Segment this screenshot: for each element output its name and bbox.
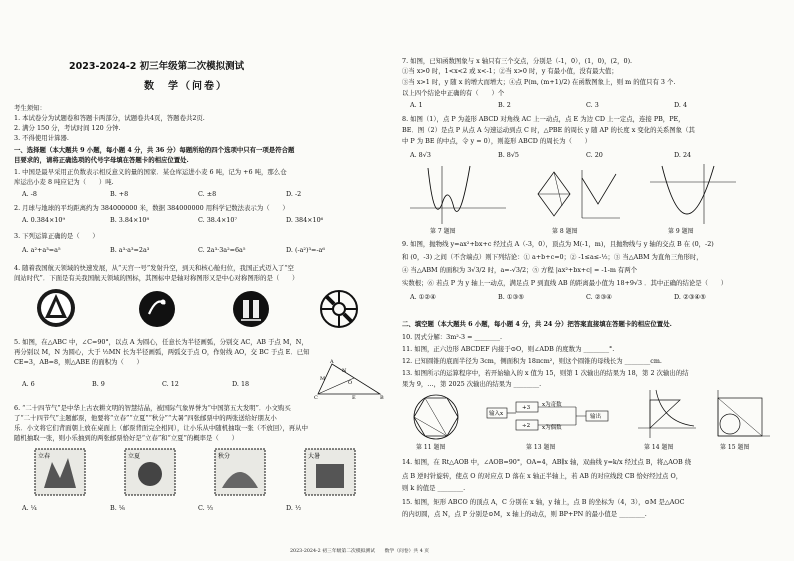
q11-text: 11. 如图，正六边形 ABCDEF 内接于⊙O，则∠ADB 的度数为 ________°.	[402, 345, 615, 353]
label-e: E	[352, 395, 356, 400]
section1-heading-2: 目要求的，请将正确选项的代号字母填在答题卡的相应位置处.	[14, 156, 189, 164]
q7-text-3: ③当 x>1 时，y 随 x 的增大而增大；④点 P(m, (m+1)/2) 在函数图象上，则 m 的值只有 3 个.	[402, 78, 676, 86]
q13-text-2: 果为 9，…，第 2025 次输出的结果为 ________.	[402, 380, 542, 388]
q14-text-3: 则 k 的值是 ________.	[402, 484, 466, 492]
option: D. (-a²)³=-a⁶	[286, 246, 325, 254]
exam-subject: 数 学（问卷）	[144, 81, 228, 92]
q6-text-2: 了“二十四节气”主题邮票，他要将“立春”“立夏”“秋分”“大暑”四张邮票中的两张送给好朋友小	[14, 414, 277, 422]
option: C. 20	[586, 151, 603, 159]
option: D. 4	[674, 101, 688, 109]
section2-heading: 二、填空题（本大题共 6 小题，每小题 4 分，共 24 分）把答案直接填在答题卡的相应位置处.	[402, 320, 672, 328]
option: B. ①③⑤	[498, 293, 524, 301]
label-a: A	[330, 359, 334, 365]
q6-text-3: 乐．小文将它们背面朝上放在桌面上（邮票背面完全相同），让小乐从中随机抽取一张（不放回），再从中	[14, 424, 308, 432]
option: A. a²+a³=a⁵	[22, 246, 61, 254]
q14-text-2: 点 B 逆时针旋转，使点 O 的对应点 D 落在 x 轴正半轴上，若 AB 的对应线段 CB 恰好经过点 O，	[402, 472, 683, 480]
q8-text-3: 中 P 为 BE 的中点，令 y = 0），则菱形 ABCD 的周长为（ ）	[402, 137, 592, 145]
q14-figure	[636, 388, 698, 440]
q1-options	[22, 190, 374, 198]
stamp-image	[214, 448, 266, 496]
q8-figure	[532, 164, 622, 226]
q7-text-2: ①当 x>0 时，1<x<2 或 x<-1；②当 x>0 时，y 有最小值，没有最大值；	[402, 67, 618, 75]
figure-caption: 第 8 题图	[552, 228, 578, 235]
label-m: M	[320, 376, 326, 382]
label-b: B	[380, 395, 384, 400]
q5-text-2: 再分别以 M，N 为圆心，大于 ½MN 长为半径画弧，两弧交于点 O，作射线 AO，交 BC 于点 E．已知	[14, 348, 310, 356]
stamp-image	[304, 448, 356, 496]
q7-text: 7. 如图，已知函数图象与 x 轴只有三个交点，分别是（-1，0），(1，0)，(2，0).	[402, 57, 633, 65]
q12-text: 12. 已知圆锥的底面半径为 3cm，侧面积为 18πcm²，则这个圆锥的母线长为 ________cm.	[402, 357, 662, 365]
emblem-b-image	[138, 290, 176, 328]
label-c: C	[314, 395, 318, 400]
figure-caption: 第 14 题图	[644, 444, 674, 451]
option: B. 9	[92, 380, 105, 388]
q13-text: 13. 如图所示的运算程序中，若开始输入的 x 值为 15，则第 1 次输出的结果为 18，第 2 次输出的结	[402, 369, 689, 377]
option: C. 2a³·3a²=6a⁵	[198, 246, 246, 254]
q2-options	[22, 216, 374, 224]
option: B. a³·a³=2a³	[110, 246, 150, 254]
emblem-d-image	[320, 290, 358, 328]
option: A. ①②④	[410, 293, 436, 301]
svg-text:x为偶数: x为偶数	[542, 425, 562, 431]
section1-heading: 一、选择题（本大题共 9 小题，每小题 4 分，共 36 分）每题所给的四个选项中只有一项是符合题	[14, 146, 295, 154]
svg-text:秋分: 秋分	[218, 453, 231, 460]
q5-text-3: CE=3，AB=8，则△ABE 的面积为（ ）	[14, 358, 143, 366]
q14-text: 14. 如图，在 Rt△AOB 中，∠AOB=90°，OA=4，AB∥x 轴，双曲线 y=k/x 经过点 B，将△AOB 绕	[402, 458, 692, 466]
figure-caption: 第 7 题图	[430, 228, 456, 235]
q1-text: 1. 中国是最早采用正负数表示相反意义的量的国家．某仓库运进小麦 6 吨，记为 +6 吨，那么仓	[14, 168, 287, 176]
stamp-image	[124, 448, 176, 496]
q9-graph-figure	[648, 162, 738, 226]
q5-options	[22, 380, 302, 388]
q9-text-3: ④ 当△ABM 的面积为 3√3/2 时，a=-√3/2；⑤ 方程 |ax²+bx+c| = -1-m 有两个	[402, 266, 638, 274]
option: C. ②③④	[586, 293, 612, 301]
q15-text: 15. 如图，矩形 ABCO 的顶点 A，C 分别在 x 轴，y 轴上，点 B 的坐标为（4，3），⊙M 是△AOC	[402, 498, 685, 506]
option: B. ⅙	[110, 504, 125, 512]
label-o: O	[348, 380, 353, 386]
notice-item: 2. 满分 150 分，考试时间 120 分钟.	[14, 124, 121, 132]
svg-text:立夏: 立夏	[128, 453, 141, 460]
q15-figure	[712, 388, 772, 440]
emblem-a-image	[36, 288, 76, 328]
q7-graph-figure	[408, 164, 508, 226]
label-n: N	[342, 368, 347, 374]
svg-text:÷2: ÷2	[522, 423, 531, 429]
notice-item: 1. 本试卷分为试题卷和答题卡两部分，试题卷共4页，答题卷共2页.	[14, 114, 205, 122]
option: D. 384×10⁶	[286, 216, 324, 224]
q4-text: 4. 随着我国航天领域的快速发展，从“天宫一号”发射升空，到天和核心舱归位，我国正式迈入了“空	[14, 264, 294, 272]
q8-text: 8. 如图（1），点 P 为菱形 ABCD 对角线 AC 上一动点，点 E 为边 CD 上一定点，连接 PB，PE，	[402, 115, 685, 123]
option: C. ±8	[198, 190, 217, 198]
q6-options	[22, 504, 374, 512]
q13-flowchart	[486, 396, 616, 436]
page-footer: 2023-2024-2 初三年级第二次模拟测试 数学（问卷）共 4 页	[290, 549, 430, 554]
q10-text: 10. 因式分解：3m²-3 = ________.	[402, 333, 503, 341]
q8-text-2: BE．图（2）是点 P 从点 A 匀速运动到点 C 时，△PBE 的周长 y 随 AP 的长度 x 变化的关系图象（其	[402, 126, 695, 134]
option: A. 6	[22, 380, 35, 388]
stamp-image	[34, 448, 86, 496]
q1-text-2: 库运出小麦 8 吨应记为（ ）吨.	[14, 178, 114, 186]
notice-item: 3. 不得使用计算器.	[14, 134, 69, 142]
option: B. +8	[110, 190, 129, 198]
q3-options	[22, 246, 374, 254]
option: B. 8√5	[498, 151, 519, 159]
svg-text:x为奇数: x为奇数	[542, 402, 562, 408]
option: A. 0.384×10⁹	[22, 216, 66, 224]
option: C. ⅓	[198, 504, 213, 512]
emblem-c-image	[232, 290, 270, 328]
q11-figure	[410, 392, 462, 442]
option: B. 2	[498, 101, 511, 109]
q2-text: 2. 月球与地球的平均距离约为 384000000 米，数据 384000000 用科学记数法表示为（ ）	[14, 204, 289, 212]
option: C. 12	[162, 380, 179, 388]
figure-caption: 第 9 题图	[668, 228, 694, 235]
svg-text:输入x: 输入x	[489, 411, 504, 417]
q9-text: 9. 如图，抛物线 y=ax²+bx+c 经过点 A（-3，0），顶点为 M(-1，m)，且抛物线与 y 轴的交点 B 在 (0，-2)	[402, 240, 714, 248]
q6-text: 6. “二十四节气”是中华上古农耕文明的智慧结晶，被国际气象界誉为“中国第五大发明”．小文购买	[14, 404, 291, 412]
option: C. 38.4×10⁷	[198, 216, 238, 224]
option: D. -2	[286, 190, 302, 198]
option: D. 18	[232, 380, 250, 388]
figure-caption: 第 15 题图	[720, 444, 750, 451]
q3-text: 3. 下列运算正确的是（ ）	[14, 232, 99, 240]
q9-options	[410, 293, 762, 301]
svg-text:立春: 立春	[38, 453, 51, 460]
q9-text-2: 和 (0，-3) 之间（不含端点）则下列结论：① a+b+c=0；② -1≤a≤-½；③ 当△ABM 为直角三角形时，	[402, 253, 703, 261]
exam-title: 2023-2024-2 初三年级第二次模拟测试	[69, 61, 245, 72]
option: B. 3.84×10⁸	[110, 216, 150, 224]
q4-text-2: 间站时代”．下面是有关我国航天领域的图标，其图标中是轴对称图形又是中心对称图形的是（ ）	[14, 274, 299, 282]
option: D. ②③④⑤	[674, 293, 706, 301]
svg-text:输出: 输出	[590, 414, 602, 420]
option: C. 3	[586, 101, 599, 109]
figure-caption: 第 13 题图	[526, 444, 556, 451]
option: A. -8	[22, 190, 37, 198]
q5-figure	[314, 358, 386, 400]
svg-text:大暑: 大暑	[308, 453, 321, 460]
option: A. 1	[410, 101, 423, 109]
notice-heading: 考生须知：	[14, 104, 46, 112]
option: A. 8√3	[410, 151, 431, 159]
option: A. ¼	[22, 504, 37, 512]
svg-text:+3: +3	[522, 405, 531, 411]
option: D. ½	[286, 504, 302, 512]
q9-text-4: 实数根；⑥ 若点 P 为 y 轴上一动点，满足点 P 到直线 AB 的距离最小值为 18+9√3 ．其中正确的结论是（ ）	[402, 279, 728, 287]
option: D. 24	[674, 151, 692, 159]
q5-text: 5. 如图，在△ABC 中，∠C=90°，以点 A 为圆心，任意长为半径画弧，分别交 AC，AB 于点 M，N，	[14, 338, 308, 346]
q6-text-4: 随机抽取一张，则小乐抽到的两张邮票恰好是“立春”和“立夏”的概率是（ ）	[14, 434, 238, 442]
figure-caption: 第 11 题图	[416, 444, 446, 451]
q7-options	[410, 101, 762, 109]
q7-text-4: 以上四个结论中正确的有（ ）个	[402, 89, 505, 97]
q15-text-2: 的内切圆，点 N，点 P 分别是⊙M，x 轴上的动点，则 BP+PN 的最小值是 ________.	[402, 510, 647, 518]
q8-options	[410, 151, 762, 159]
